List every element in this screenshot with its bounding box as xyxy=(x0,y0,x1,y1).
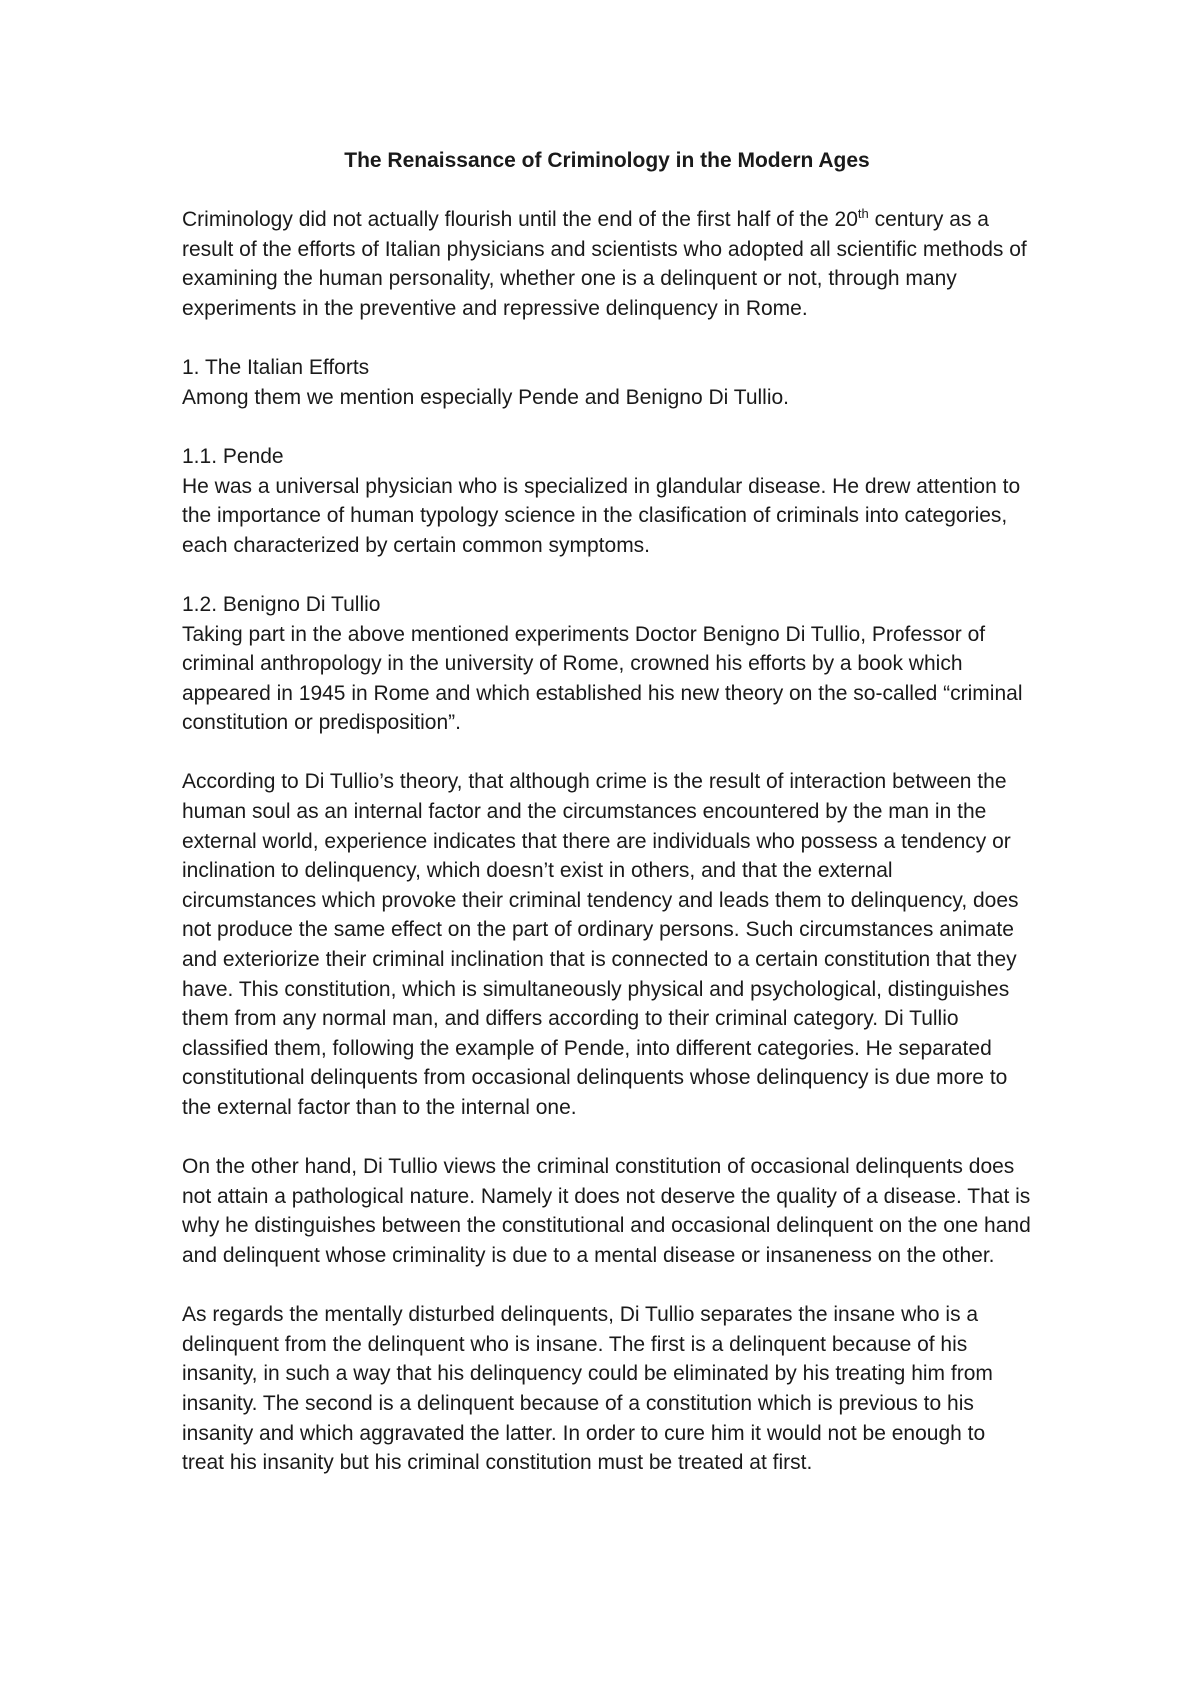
paragraph-di-tullio-theory: According to Di Tullio’s theory, that although crime is the result of interaction between the human soul as an internal factor and the circumstances encountered by the man in the external world, experience indicates that there are individuals who possess a tendency or inclination to delinquency, which doesn’t exist in others, and that the external circumstances which provoke their criminal tendency and leads them to delinquency, does not produce the same effect on the part of ordinary persons. Such circumstances animate and exteriorize their criminal inclination that is connected to a certain constitution that they have. This constitution, which is simultaneously physical and psychological, distinguishes them from any normal man, and differs according to their criminal category. Di Tullio classified them, following the example of Pende, into different categories. He separated constitutional delinquents from occasional delinquents whose delinquency is due more to the external factor than to the internal one. xyxy=(182,770,1019,1119)
paragraph-occasional-delinquents: On the other hand, Di Tullio views the criminal constitution of occasional delinquents does not attain a pathological nature. Namely it does not deserve the quality of a disease. That is why he distinguishes between the constitutional and occasional delinquent on the one hand and delinquent whose criminality is due to a mental disease or insaneness on the other. xyxy=(182,1155,1031,1267)
section-heading-di-tullio: 1.2. Benigno Di Tullio xyxy=(182,592,381,616)
document-title: The Renaissance of Criminology in the Modern Ages xyxy=(344,149,870,172)
section-body-italian-efforts: Among them we mention especially Pende and Benigno Di Tullio. xyxy=(182,385,790,409)
intro-text-start: Criminology did not actually flourish until the end of the first half of the 20 xyxy=(182,208,858,232)
paragraph-mentally-disturbed: As regards the mentally disturbed delinquents, Di Tullio separates the insane who is a delinquent from the delinquent who is insane. The first is a delinquent because of his insanity, in such a way that his delinquency could be eliminated by his treating him from insanity. The second is a delinquent because of a constitution which is previous to his insanity and which aggravated the latter. In order to cure him it would not be enough to treat his insanity but his criminal constitution must be treated at first. xyxy=(182,1303,993,1475)
intro-paragraph xyxy=(182,205,1032,323)
intro-text-end: century as a result of the efforts of Italian physicians and scientists who adopted all scientific methods of examining the human personality, whether one is a delinquent or not, through many experiments in the preventive and repressive delinquency in Rome. xyxy=(182,208,1027,320)
section-heading-pende: 1.1. Pende xyxy=(182,444,284,468)
section-heading-italian-efforts: 1. The Italian Efforts xyxy=(182,356,370,380)
section-body-di-tullio: Taking part in the above mentioned experiments Doctor Benigno Di Tullio, Professor of criminal anthropology in the university of Rome, crowned his efforts by a book which appeared in 1945 in Rome and which established his new theory on the so-called “criminal constitution or predisposition”. xyxy=(182,622,1023,735)
ordinal-superscript: th xyxy=(857,206,869,222)
document-body xyxy=(182,146,1032,1507)
section-body-pende: He was a universal physician who is specialized in glandular disease. He drew attention to the importance of human typology science in the clasification of criminals into categories, each characterized by certain common symptoms. xyxy=(182,474,1021,557)
